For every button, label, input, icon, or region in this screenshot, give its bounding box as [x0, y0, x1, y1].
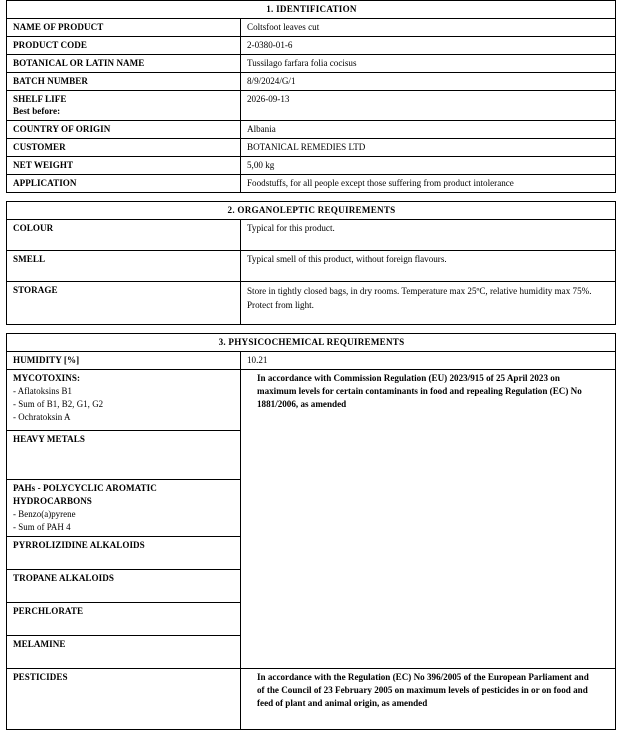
row-value-country-of-origin: Albania	[241, 121, 616, 139]
row-label-application: APPLICATION	[7, 175, 241, 193]
row-label-mycotoxins	[7, 369, 241, 430]
row-label-customer: CUSTOMER	[7, 139, 241, 157]
row-label-pahs-line1: PAHs - POLYCYCLIC AROMATIC	[13, 482, 157, 493]
table-row	[7, 250, 616, 281]
table-row	[7, 219, 616, 250]
row-label-batch-number: BATCH NUMBER	[7, 72, 241, 90]
row-label-colour: COLOUR	[7, 219, 241, 250]
row-label-pahs-item-1: - Benzo(a)pyrene	[13, 508, 76, 519]
row-value-name-of-product: Coltsfoot leaves cut	[241, 18, 616, 36]
row-label-mycotoxins-item-3: - Ochratoksin A	[13, 411, 71, 422]
row-value-application: Foodstuffs, for all people except those suffering from product intolerance	[241, 175, 616, 193]
row-label-humidity: HUMIDITY [%]	[7, 351, 241, 369]
section-identification-table	[6, 0, 616, 193]
row-label-melamine: MELAMINE	[7, 635, 241, 668]
section-heading-identification	[7, 1, 616, 19]
row-label-pyrrolizidine-alkaloids: PYRROLIZIDINE ALKALOIDS	[7, 536, 241, 569]
row-label-pesticides: PESTICIDES	[7, 668, 241, 729]
table-row	[7, 18, 616, 36]
table-row	[7, 121, 616, 139]
row-value-storage: Store in tightly closed bags, in dry rooms. Temperature max 25ºC, relative humidity max 75%. Protect from light.	[241, 281, 616, 324]
table-row	[7, 281, 616, 324]
row-label-perchlorate: PERCHLORATE	[7, 602, 241, 635]
table-row	[7, 668, 616, 729]
section-heading-organoleptic	[7, 201, 616, 219]
row-label-name-of-product: NAME OF PRODUCT	[7, 18, 241, 36]
table-row	[7, 54, 616, 72]
row-label-pahs-line2: HYDROCARBONS	[13, 495, 92, 506]
row-value-net-weight: 5,00 kg	[241, 157, 616, 175]
table-row	[7, 351, 616, 369]
row-value-batch-number: 8/9/2024/G/1	[241, 72, 616, 90]
row-label-shelf-life	[7, 90, 241, 121]
table-row	[7, 36, 616, 54]
section-heading-organoleptic-text: 2. ORGANOLEPTIC REQUIREMENTS	[7, 201, 616, 219]
pesticides-regulation-text: In accordance with the Regulation (EC) No 396/2005 of the European Parliament and of the Council of 23 February 2005 on maximum levels of pesticides in or on food and feed of plant and animal origin, as amended	[241, 668, 616, 729]
section-heading-physicochemical	[7, 333, 616, 351]
section-physicochemical-table	[6, 333, 616, 730]
table-gap-1	[0, 193, 622, 201]
row-value-botanical-name: Tussilago farfara folia cocisus	[241, 54, 616, 72]
table-row	[7, 157, 616, 175]
section-organoleptic-table	[6, 201, 616, 325]
section-heading-identification-text: 1. IDENTIFICATION	[7, 1, 616, 19]
row-label-mycotoxins-item-1: - Aflatoksins B1	[13, 385, 72, 396]
row-value-smell: Typical smell of this product, without foreign flavours.	[241, 250, 616, 281]
table-row	[7, 139, 616, 157]
table-row	[7, 369, 616, 430]
row-label-mycotoxins-item-2: - Sum of B1, B2, G1, G2	[13, 398, 104, 409]
row-value-shelf-life: 2026-09-13	[241, 90, 616, 121]
table-row	[7, 72, 616, 90]
row-value-colour: Typical for this product.	[241, 219, 616, 250]
row-label-mycotoxins-title: MYCOTOXINS:	[13, 372, 81, 383]
table-gap-2	[0, 325, 622, 333]
table-row	[7, 175, 616, 193]
row-label-shelf-life-main: SHELF LIFE	[13, 93, 67, 104]
row-label-storage: STORAGE	[7, 281, 241, 324]
row-label-pahs	[7, 479, 241, 536]
table-row	[7, 90, 616, 121]
row-label-country-of-origin: COUNTRY OF ORIGIN	[7, 121, 241, 139]
row-label-shelf-life-sub: Best before:	[13, 106, 61, 117]
row-label-smell: SMELL	[7, 250, 241, 281]
row-label-heavy-metals: HEAVY METALS	[7, 430, 241, 479]
contaminants-regulation-text: In accordance with Commission Regulation (EU) 2023/915 of 25 April 2023 on maximum levels for certain contaminants in food and repealing Regulation (EC) No 1881/2006, as amended	[241, 369, 616, 668]
row-value-customer: BOTANICAL REMEDIES LTD	[241, 139, 616, 157]
row-label-tropane-alkaloids: TROPANE ALKALOIDS	[7, 569, 241, 602]
row-label-net-weight: NET WEIGHT	[7, 157, 241, 175]
row-label-product-code: PRODUCT CODE	[7, 36, 241, 54]
row-label-botanical-name: BOTANICAL OR LATIN NAME	[7, 54, 241, 72]
section-heading-physicochemical-text: 3. PHYSICOCHEMICAL REQUIREMENTS	[7, 333, 616, 351]
row-label-pahs-item-2: - Sum of PAH 4	[13, 521, 71, 532]
row-value-humidity: 10.21	[241, 351, 616, 369]
row-value-product-code: 2-0380-01-6	[241, 36, 616, 54]
